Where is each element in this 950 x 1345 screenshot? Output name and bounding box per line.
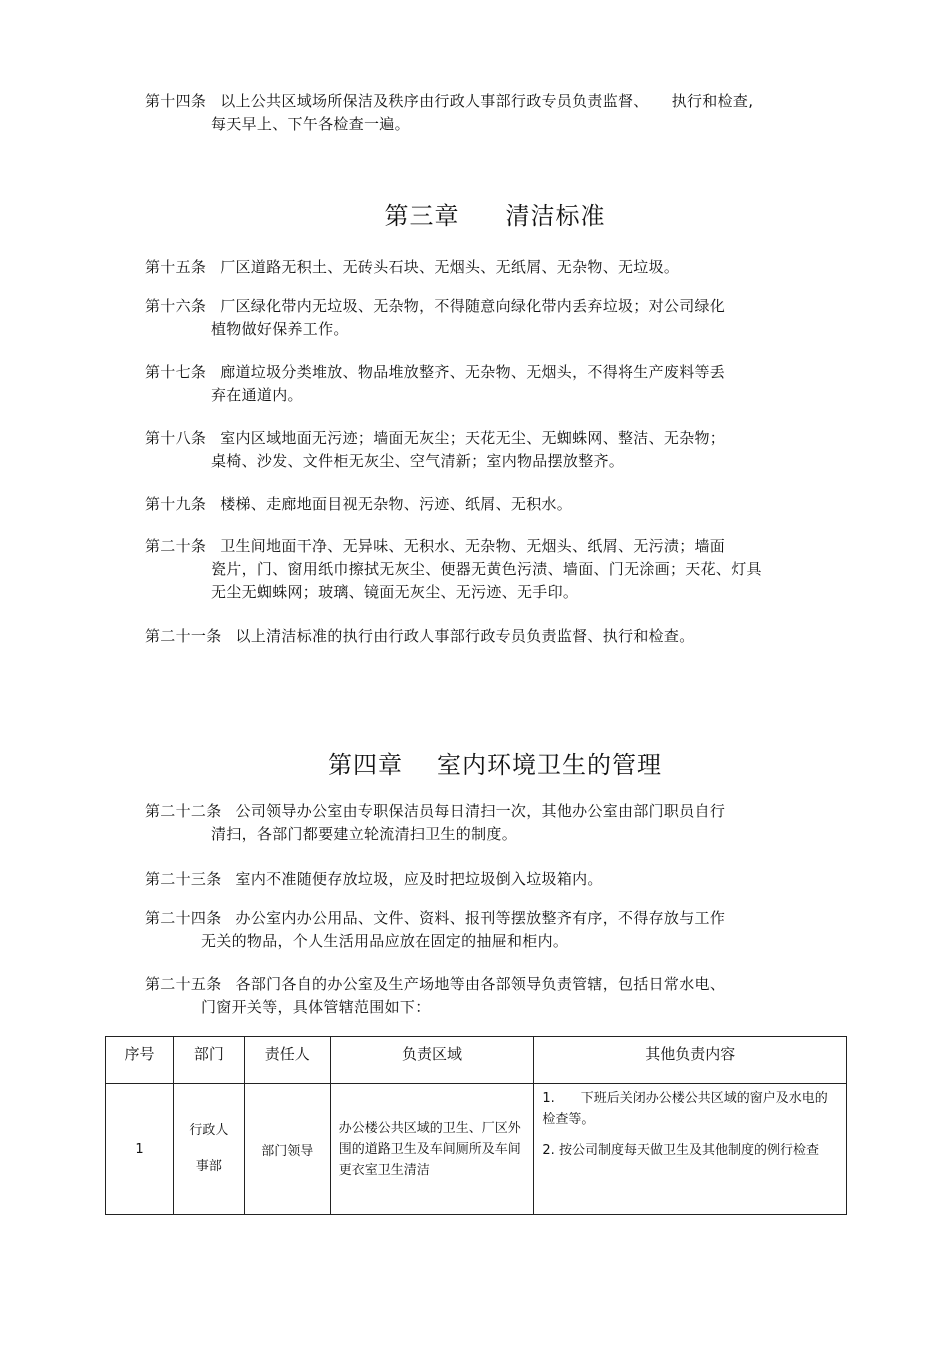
article-14 <box>145 90 860 136</box>
article-text: 厂区道路无积土、无砖头石块、无烟头、无纸屑、无杂物、无垃圾。 <box>220 258 680 276</box>
article-label: 第十六条 <box>145 297 207 315</box>
header-cell: 序号 <box>106 1037 174 1084</box>
other-duty-item: 1. 下班后关闭办公楼公共区域的窗户及水电的检查等。 <box>542 1091 828 1127</box>
header-cell: 其他负责内容 <box>534 1037 847 1084</box>
chapter-heading <box>0 201 950 231</box>
article-17 <box>145 361 860 407</box>
cell-number: 1 <box>106 1084 174 1215</box>
article-label: 第十五条 <box>145 258 207 276</box>
article-label: 第十七条 <box>145 363 207 381</box>
article-text: 楼梯、走廊地面目视无杂物、污迹、纸屑、无积水。 <box>220 495 573 513</box>
cell-department <box>173 1084 244 1215</box>
table-header-row <box>106 1037 847 1084</box>
table-row <box>106 1084 847 1215</box>
article-label: 第二十三条 <box>145 870 222 888</box>
article-text-cont: 桌椅、沙发、文件柜无灰尘、空气清新；室内物品摆放整齐。 <box>211 452 625 470</box>
article-text-cont: 瓷片，门、窗用纸巾擦拭无灰尘、便器无黄色污渍、墙面、门无涂画；天花、灯具无尘无蜘蛛网；玻璃、镜面无灰尘、无污迹、无手印。 <box>211 560 762 601</box>
article-label: 第十九条 <box>145 495 207 513</box>
cell-person: 部门领导 <box>244 1084 330 1215</box>
article-text: 厂区绿化带内无垃圾、无杂物，不得随意向绿化带内丢弃垃圾；对公司绿化 <box>220 297 726 315</box>
chapter-title: 清洁标准 <box>505 202 606 230</box>
article-label: 第二十一条 <box>145 627 222 645</box>
article-text: 办公室内办公用品、文件、资料、报刊等摆放整齐有序，不得存放与工作 <box>235 909 726 927</box>
other-duty-item: 2. 按公司制度每天做卫生及其他制度的例行检查 <box>542 1143 819 1158</box>
article-21 <box>145 625 860 648</box>
article-label: 第二十四条 <box>145 909 222 927</box>
cell-area: 办公楼公共区域的卫生、厂区外围的道路卫生及车间厕所及车间更衣室卫生清洁 <box>330 1084 534 1215</box>
article-19 <box>145 493 860 516</box>
article-25 <box>145 973 860 1019</box>
article-text-cont: 植物做好保养工作。 <box>211 320 349 338</box>
article-label: 第二十五条 <box>145 975 222 993</box>
article-label: 第二十二条 <box>145 802 222 820</box>
article-text: 公司领导办公室由专职保洁员每日清扫一次，其他办公室由部门职员自行 <box>235 802 726 820</box>
article-text: 以上公共区域场所保洁及秩序由行政人事部行政专员负责监督、 执行和检查, <box>220 92 754 110</box>
article-23 <box>145 868 860 891</box>
department-line: 行政人 <box>189 1123 229 1138</box>
article-text: 室内区域地面无污迹；墙面无灰尘；天花无尘、无蜘蛛网、整洁、无杂物； <box>220 429 726 447</box>
article-text-cont: 清扫，各部门都要建立轮流清扫卫生的制度。 <box>211 825 518 843</box>
article-text-cont: 无关的物品，个人生活用品应放在固定的抽屉和柜内。 <box>201 932 569 950</box>
article-label: 第十四条 <box>145 92 207 110</box>
article-text: 各部门各自的办公室及生产场地等由各部领导负责管辖，包括日常水电、 <box>235 975 726 993</box>
article-22 <box>145 800 860 846</box>
article-text: 卫生间地面干净、无异味、无积水、无杂物、无烟头、纸屑、无污渍；墙面 <box>220 537 726 555</box>
header-cell: 部门 <box>173 1037 244 1084</box>
responsibility-table <box>105 1036 847 1215</box>
article-label: 第十八条 <box>145 429 207 447</box>
article-text: 室内不准随便存放垃圾，应及时把垃圾倒入垃圾箱内。 <box>235 870 603 888</box>
cell-other <box>534 1084 847 1215</box>
article-label: 第二十条 <box>145 537 207 555</box>
department-line: 事部 <box>195 1159 222 1174</box>
article-text: 以上清洁标准的执行由行政人事部行政专员负责监督、执行和检查。 <box>235 627 695 645</box>
article-text: 廊道垃圾分类堆放、物品堆放整齐、无杂物、无烟头，不得将生产废料等丢 <box>220 363 726 381</box>
chapter-number: 第四章 <box>328 751 403 779</box>
chapter-heading <box>0 750 950 780</box>
article-20 <box>145 535 860 604</box>
header-cell: 责任人 <box>244 1037 330 1084</box>
chapter-number: 第三章 <box>384 202 460 230</box>
article-18 <box>145 427 860 473</box>
article-text-cont: 每天早上、下午各检查一遍。 <box>211 115 410 133</box>
article-16 <box>145 295 860 341</box>
article-text-cont: 门窗开关等，具体管辖范围如下： <box>201 998 431 1016</box>
header-cell: 负责区域 <box>330 1037 534 1084</box>
article-text-cont: 弃在通道内。 <box>211 386 303 404</box>
chapter-title: 室内环境卫生的管理 <box>437 751 662 779</box>
article-15 <box>145 256 860 279</box>
article-24 <box>145 907 860 953</box>
